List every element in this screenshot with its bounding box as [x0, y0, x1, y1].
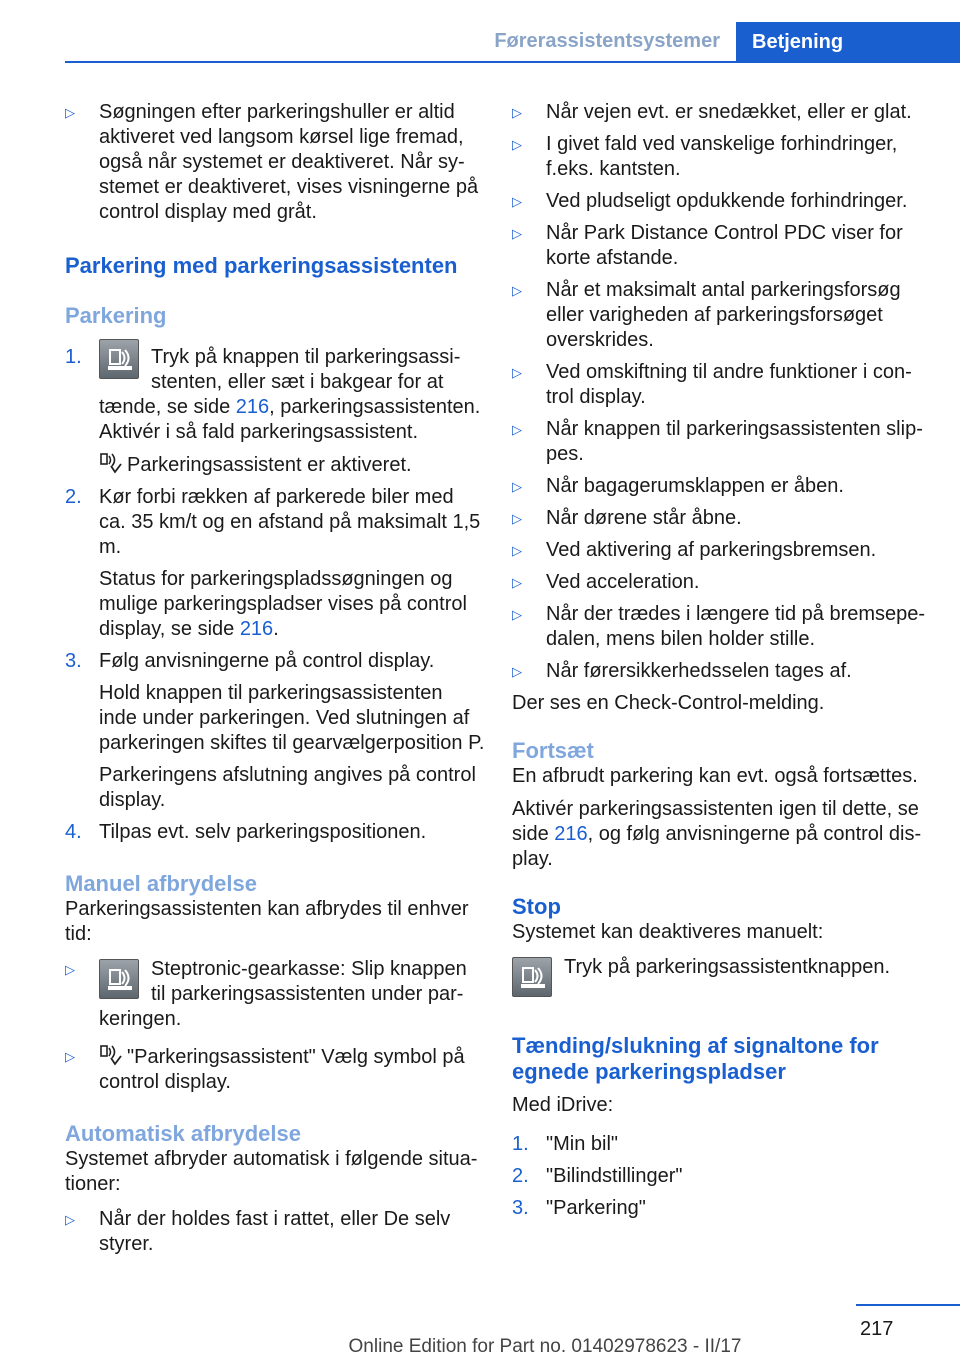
parking-assistant-symbol-icon [99, 1044, 123, 1066]
bullet-triangle-icon: ▷ [512, 226, 522, 241]
list-item [512, 189, 927, 214]
continue-text-part: Aktivér parkeringsassistenten igen til dette, se side [512, 798, 919, 845]
heading-auto-stop: Automatisk afbrydelse [65, 1121, 301, 1146]
bullet-triangle-icon: ▷ [512, 543, 522, 558]
step-number: 1. [512, 1133, 529, 1155]
bullet-triangle-icon: ▷ [65, 962, 75, 977]
page-number: 217 [860, 1318, 894, 1340]
idrive-intro: Med iDrive: [512, 1094, 614, 1116]
list-item-text: Når bagagerumsklappen er åben. [546, 475, 844, 497]
list-item-text: Når der holdes fast i rattet, eller De selv styrer. [99, 1208, 451, 1255]
list-item-text: Når dørene står åbne. [546, 507, 742, 529]
step-text: , parkeringsassistenten. Aktivér i så fald parkeringsassistent. [99, 396, 481, 443]
step-number: 3. [512, 1197, 529, 1219]
list-item-text: Når et maksimalt antal parkeringsforsøg eller varigheden af parkeringsforsøget overskrides. [546, 279, 901, 351]
list-item [65, 1207, 485, 1257]
step-sub-text: Status for parkeringspladssøgningen og mulige parkeringspladser vises på control display, se side [99, 568, 467, 640]
left-column [65, 100, 485, 1264]
header-chapter-tab: Betjening [736, 22, 960, 62]
bullet-triangle-icon: ▷ [512, 511, 522, 526]
bullet-triangle-icon: ▷ [512, 105, 522, 120]
step-text: Tryk på knappen til parkeringsassistenten, eller sæt i bakgear for at tænde, se side [99, 346, 461, 418]
step-sub: Parkeringens afslutning angives på control display. [99, 764, 476, 811]
list-item [65, 1044, 485, 1095]
step-text: Kør forbi rækken af parkerede biler med ca. 35 km/t og en afstand på maksimalt 1,5 m. [99, 486, 481, 558]
bullet-triangle-icon: ▷ [65, 105, 75, 120]
step-text: Følg anvisningerne på control display. [99, 650, 435, 672]
bullet-triangle-icon: ▷ [512, 283, 522, 298]
list-item-text: Steptronic-gearkasse: Slip knappen til parkeringsassistenten under parkeringen. [99, 958, 467, 1030]
list-item [512, 100, 927, 125]
right-column [512, 100, 927, 1228]
stop-intro: Systemet kan deaktiveres manuelt: [512, 921, 824, 943]
manual-list [65, 957, 485, 1095]
step-number: 3. [65, 650, 82, 672]
stop-instruction [512, 955, 927, 1005]
intro-bullet-list [65, 100, 485, 225]
step-text: "Bilindstillinger" [546, 1165, 683, 1187]
step-number: 2. [65, 486, 82, 508]
auto-list-left [65, 1207, 485, 1257]
parking-assistant-button-icon [99, 339, 139, 379]
heading-parking: Parkering [65, 303, 167, 328]
bullet-triangle-icon: ▷ [65, 1212, 75, 1227]
list-item [512, 659, 927, 684]
list-item-text: Når vejen evt. er snedækket, eller er glat. [546, 101, 912, 123]
step-text: "Parkering" [546, 1197, 646, 1219]
step-number: 4. [65, 821, 82, 843]
list-item [512, 602, 927, 652]
continue-text-part: , og følg anvisningerne på control display. [512, 823, 922, 870]
parking-steps [65, 345, 485, 845]
auto-intro: Systemet afbryder automatisk i følgende situationer: [65, 1148, 478, 1195]
list-item-text: I givet fald ved vanskelige forhindringer, f.eks. kantsten. [546, 133, 898, 180]
parking-assistant-button-icon [512, 957, 552, 997]
bullet-triangle-icon: ▷ [512, 365, 522, 380]
bullet-triangle-icon: ▷ [512, 607, 522, 622]
list-item [512, 360, 927, 410]
parking-assistant-symbol-icon [99, 452, 123, 474]
list-item-text: Når førersikkerhedsselen tages af. [546, 660, 852, 682]
bullet-triangle-icon: ▷ [512, 422, 522, 437]
step-text: Tilpas evt. selv parkeringspositionen. [99, 821, 427, 843]
stop-text: Tryk på parkeringsassistentknappen. [564, 956, 891, 978]
list-item [512, 417, 927, 467]
step-sub-text: . [273, 618, 279, 640]
list-item-text: "Parkeringsassistent" Vælg symbol på control display. [99, 1046, 465, 1093]
list-item [512, 538, 927, 563]
bullet-triangle-icon: ▷ [512, 664, 522, 679]
list-item-text: Når knappen til parkeringsassistenten slippes. [546, 418, 923, 465]
bullet-triangle-icon: ▷ [512, 194, 522, 209]
heading-stop: Stop [512, 894, 561, 919]
step-sub [99, 452, 485, 478]
list-item-text: Ved omskiftning til andre funktioner i control display. [546, 361, 912, 408]
list-item [512, 1132, 927, 1157]
list-item [512, 570, 927, 595]
continue-text [512, 797, 927, 872]
step-text: "Min bil" [546, 1133, 618, 1155]
step-sub-text: Parkeringsassistent er aktiveret. [127, 454, 412, 476]
check-control-note: Der ses en Check-Control-melding. [512, 692, 825, 714]
step-4 [65, 820, 485, 845]
step-number: 1. [65, 346, 82, 368]
list-item [512, 506, 927, 531]
list-item [65, 100, 485, 225]
step-number: 2. [512, 1165, 529, 1187]
heading-continue: Fortsæt [512, 738, 594, 763]
heading-manual-stop: Manuel afbrydelse [65, 871, 257, 896]
step-3 [65, 649, 485, 813]
page-link[interactable]: 216 [239, 618, 274, 640]
bullet-triangle-icon: ▷ [512, 575, 522, 590]
footer-rule [856, 1304, 960, 1306]
step-sub [99, 567, 485, 642]
bullet-triangle-icon: ▷ [65, 1049, 75, 1064]
list-item-text: Når der trædes i længere tid på bremsepedalen, mens bilen holder stille. [546, 603, 926, 650]
list-item [65, 957, 485, 1032]
list-item [512, 474, 927, 499]
page-link[interactable]: 216 [235, 396, 270, 418]
list-item [512, 1164, 927, 1189]
step-sub: Hold knappen til parkeringsassistenten inde under parkeringen. Ved slutningen af parkeringen skiftes til gearvælgerposition P. [99, 682, 485, 754]
heading-parking-assistant: Parkering med parkeringsassistenten [65, 253, 458, 278]
parking-assistant-button-icon [99, 959, 139, 999]
manual-intro: Parkeringsassistenten kan afbrydes til enhver tid: [65, 898, 469, 945]
list-item-text: Søgningen efter parkeringshuller er altid aktiveret ved langsom kørsel lige fremad, også når systemet er deaktiveret. Når systemet er deaktiveret, vises visningerne på control display med gråt. [99, 101, 479, 223]
list-item [512, 1196, 927, 1221]
header-section-title: Førerassistentsystemer [494, 30, 720, 52]
list-item-text: Ved pludseligt opdukkende forhindringer. [546, 190, 908, 212]
step-1 [65, 345, 485, 478]
edition-note: Online Edition for Part no. 01402978623 - II/17 [348, 1336, 742, 1357]
list-item-text: Ved aktivering af parkeringsbremsen. [546, 539, 877, 561]
list-item [512, 132, 927, 182]
bullet-triangle-icon: ▷ [512, 479, 522, 494]
list-item [512, 278, 927, 353]
page-link[interactable]: 216 [554, 823, 588, 845]
continue-text: En afbrudt parkering kan evt. også fortsættes. [512, 765, 918, 787]
header-rule [65, 61, 960, 63]
list-item [512, 221, 927, 271]
idrive-steps [512, 1132, 927, 1221]
step-2 [65, 485, 485, 642]
heading-signal-tone: Tænding/slukning af signaltone for egnede parkeringspladser [512, 1033, 879, 1084]
page-header [0, 0, 960, 62]
list-item-text: Ved acceleration. [546, 571, 700, 593]
bullet-triangle-icon: ▷ [512, 137, 522, 152]
auto-list-right [512, 100, 927, 684]
list-item-text: Når Park Distance Control PDC viser for korte afstande. [546, 222, 903, 269]
